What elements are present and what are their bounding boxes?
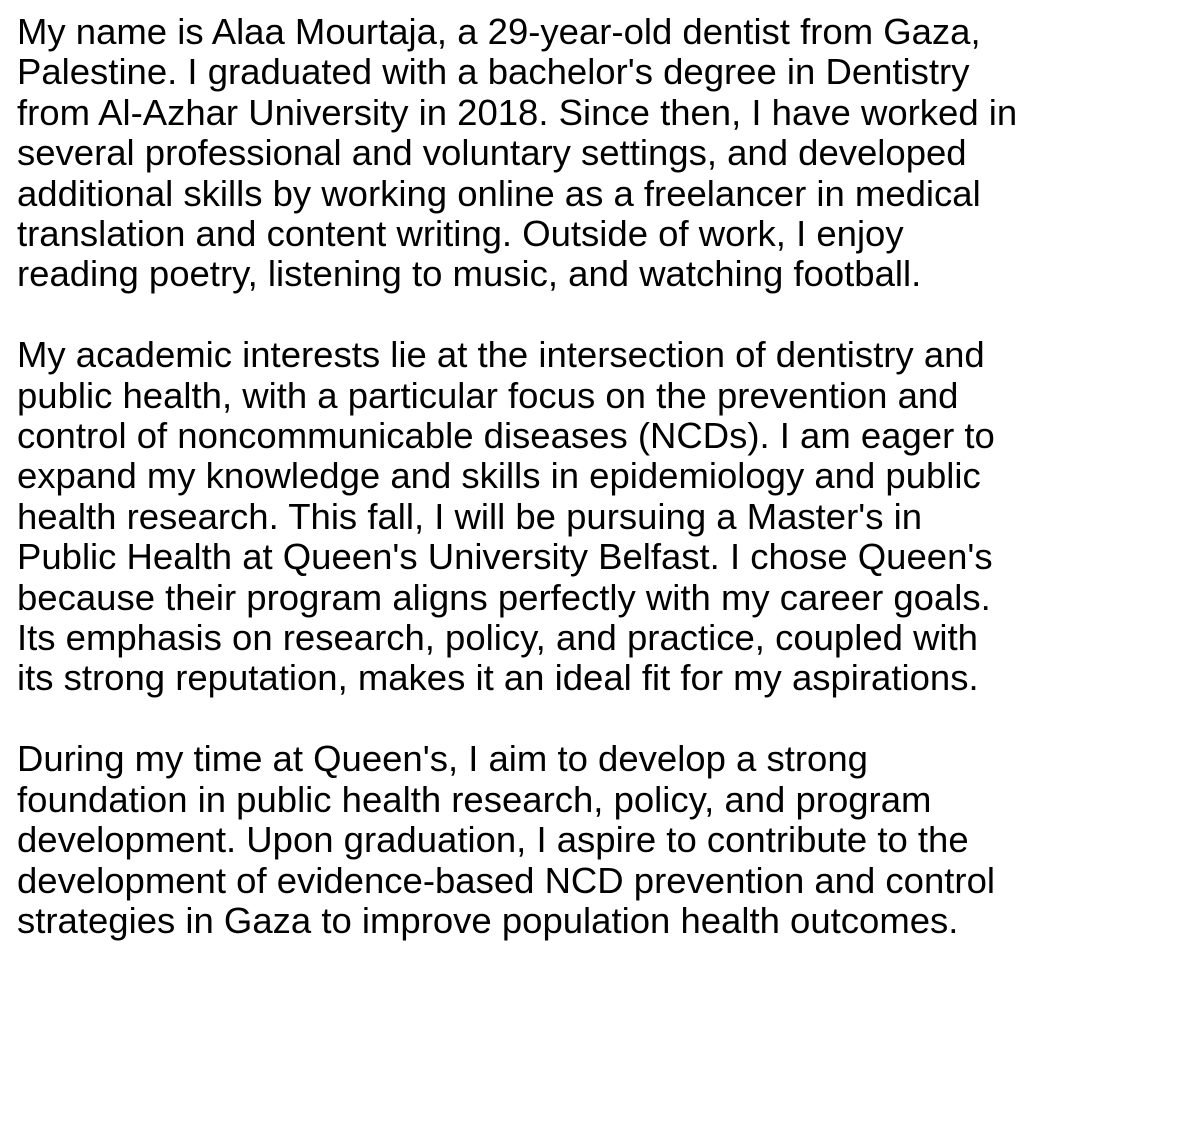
text-line: expand my knowledge and skills in epidemiology and public bbox=[17, 455, 981, 497]
text-line: During my time at Queen's, I aim to develop a strong bbox=[17, 738, 868, 780]
text-line: from Al-Azhar University in 2018. Since then, I have worked in bbox=[17, 91, 1018, 133]
text-line: Public Health at Queen's University Belfast. I chose Queen's bbox=[17, 536, 993, 578]
text-line: several professional and voluntary settings, and developed bbox=[17, 132, 967, 174]
text-line: Palestine. I graduated with a bachelor's degree in Dentistry bbox=[17, 51, 970, 93]
text-line: reading poetry, listening to music, and watching football. bbox=[17, 253, 922, 295]
text-line: public health, with a particular focus on the prevention and bbox=[17, 374, 959, 416]
text-line: health research. This fall, I will be pursuing a Master's in bbox=[17, 495, 923, 537]
text-line: development of evidence-based NCD prevention and control bbox=[17, 859, 995, 901]
text-line: Its emphasis on research, policy, and practice, coupled with bbox=[17, 617, 978, 659]
text-line: My name is Alaa Mourtaja, a 29-year-old dentist from Gaza, bbox=[17, 11, 981, 52]
text-line: translation and content writing. Outside of work, I enjoy bbox=[17, 213, 904, 255]
text-line: its strong reputation, makes it an ideal fit for my aspirations. bbox=[17, 657, 979, 699]
paragraph-introduction bbox=[17, 12, 1192, 295]
paragraph-academic-interests bbox=[17, 335, 1192, 699]
paragraph-goals bbox=[17, 739, 1192, 941]
text-line: control of noncommunicable diseases (NCDs). I am eager to bbox=[17, 415, 995, 457]
text-line: development. Upon graduation, I aspire to contribute to the bbox=[17, 819, 969, 861]
text-line: because their program aligns perfectly with my career goals. bbox=[17, 576, 991, 618]
text-line: additional skills by working online as a freelancer in medical bbox=[17, 172, 981, 214]
text-line: strategies in Gaza to improve population health outcomes. bbox=[17, 899, 959, 941]
document-body bbox=[17, 12, 1192, 982]
text-line: My academic interests lie at the intersection of dentistry and bbox=[17, 334, 985, 376]
text-line: foundation in public health research, policy, and program bbox=[17, 778, 932, 820]
